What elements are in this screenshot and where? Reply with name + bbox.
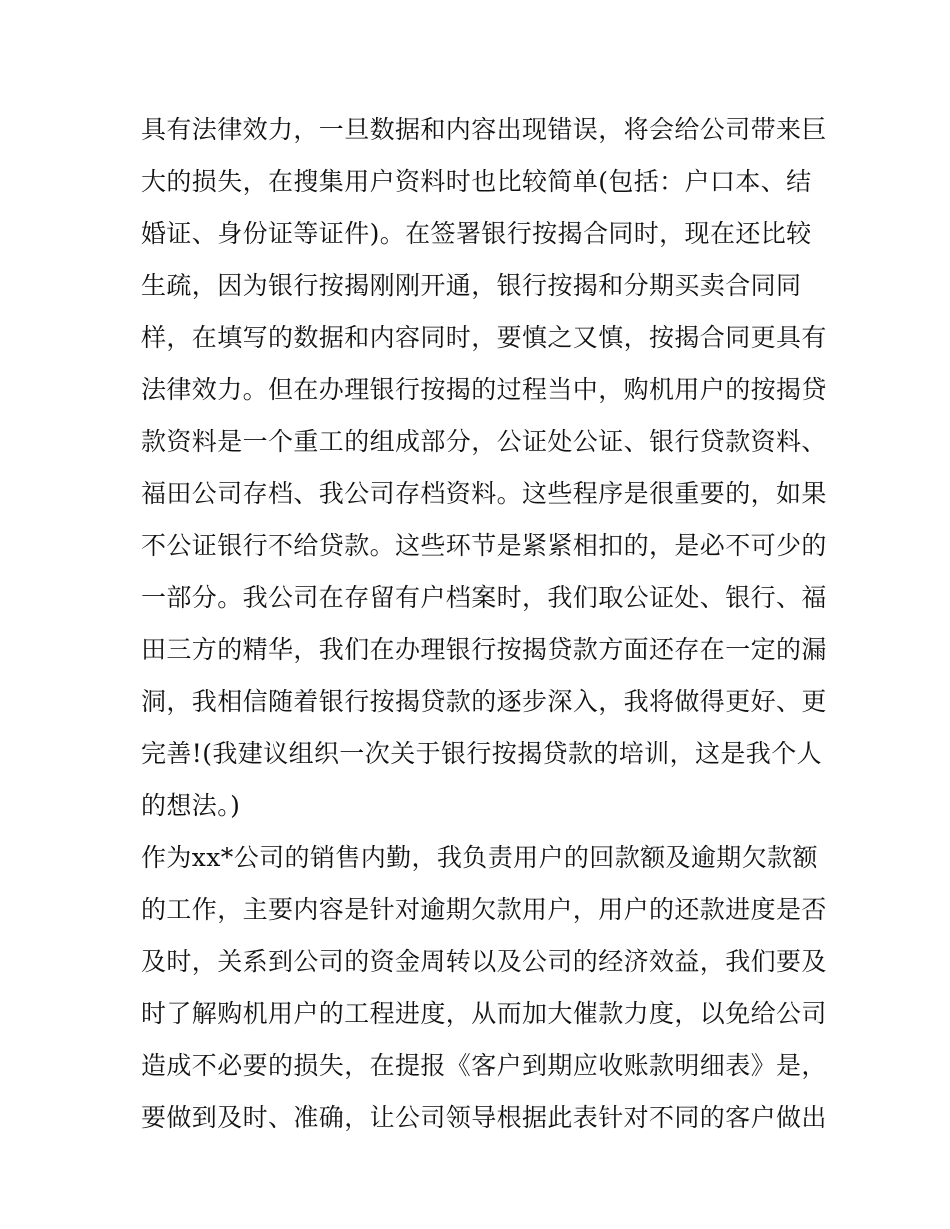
- text-line: 样，在填写的数据和内容同时，要慎之又慎，按揭合同更具有: [141, 323, 827, 352]
- text-line: 款资料是一个重工的组成部分，公证处公证、银行贷款资料、: [141, 427, 827, 456]
- text-line: 洞，我相信随着银行按揭贷款的逐步深入，我将做得更好、更: [141, 687, 827, 716]
- text-line: 具有法律效力，一旦数据和内容出现错误，将会给公司带来巨: [141, 115, 827, 144]
- text-line: 完善!(我建议组织一次关于银行按揭贷款的培训，这是我个人: [141, 739, 823, 768]
- text-line: 大的损失，在搜集用户资料时也比较简单(包括：户口本、结: [141, 167, 812, 196]
- text-line: 的想法。): [141, 791, 241, 820]
- text-line: 婚证、身份证等证件)。在签署银行按揭合同时，现在还比较: [141, 219, 812, 248]
- text-line: 的工作，主要内容是针对逾期欠款用户，用户的还款进度是否: [141, 895, 827, 924]
- text-line: 要做到及时、准确，让公司领导根据此表针对不同的客户做出: [141, 1103, 827, 1132]
- text-line: 法律效力。但在办理银行按揭的过程当中，购机用户的按揭贷: [141, 375, 827, 404]
- text-line: 生疏，因为银行按揭刚刚开通，银行按揭和分期买卖合同同: [141, 271, 802, 300]
- text-line: 作为xx*公司的销售内勤，我负责用户的回款额及逾期欠款额: [141, 843, 818, 872]
- text-line: 不公证银行不给贷款。这些环节是紧紧相扣的，是必不可少的: [141, 531, 827, 560]
- text-line: 时了解购机用户的工程进度，从而加大催款力度，以免给公司: [141, 999, 827, 1028]
- body-text: [141, 110, 827, 1150]
- text-line: 一部分。我公司在存留有户档案时，我们取公证处、银行、福: [141, 583, 827, 612]
- text-line: 田三方的精华，我们在办理银行按揭贷款方面还存在一定的漏: [141, 635, 827, 664]
- text-line: 造成不必要的损失，在提报《客户到期应收账款明细表》是，: [141, 1051, 827, 1080]
- text-line: 及时，关系到公司的资金周转以及公司的经济效益，我们要及: [141, 947, 827, 976]
- text-line: 福田公司存档、我公司存档资料。这些程序是很重要的，如果: [141, 479, 827, 508]
